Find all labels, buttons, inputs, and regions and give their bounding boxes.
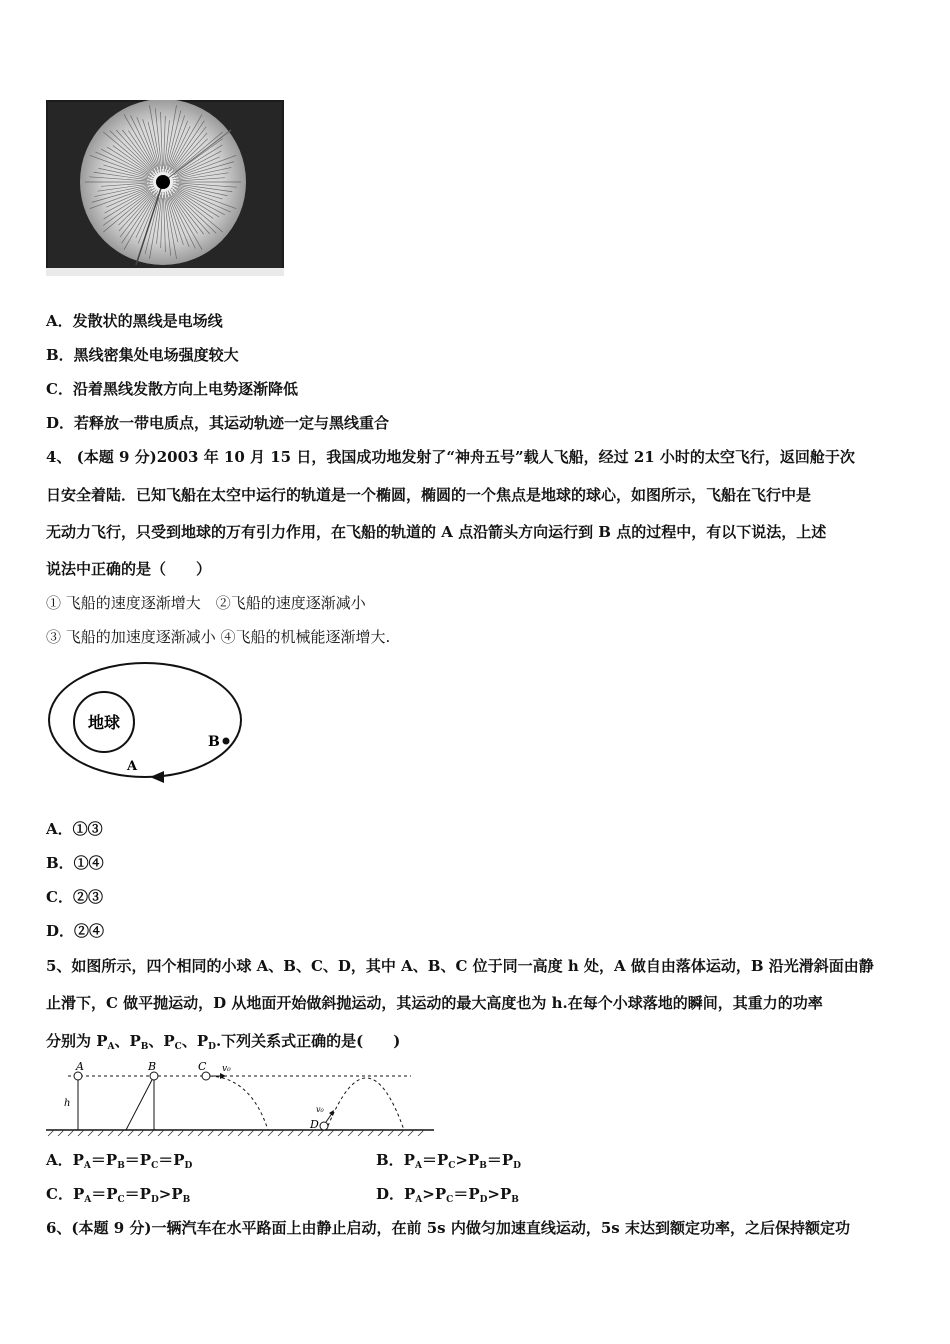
direction-arrow: [150, 771, 164, 783]
q5-stem-line-1: 5、如图所示，四个相同的小球 A、B、C、D，其中 A、B、C 位于同一高度 h 处，A 做自由落体运动，B 沿光滑斜面由静: [46, 957, 874, 975]
point-b-label: B: [208, 734, 220, 750]
q4-option-b[interactable]: B．①④: [46, 854, 104, 872]
svg-text:A: A: [76, 1060, 84, 1073]
point-b-dot: [223, 738, 230, 745]
svg-text:v₀: v₀: [222, 1064, 231, 1074]
q4-option-c[interactable]: C．②③: [46, 888, 103, 906]
svg-text:B: B: [148, 1060, 157, 1073]
earth-label: 地球: [87, 713, 121, 732]
q4-stem-line-2: 日安全着陆．已知飞船在太空中运行的轨道是一个椭圆，椭圆的一个焦点是地球的球心，如图所示，飞船在飞行中是: [46, 486, 812, 504]
q3-option-c[interactable]: C．沿着黑线发散方向上电势逐渐降低: [46, 380, 298, 398]
q3-option-d[interactable]: D．若释放一带电质点，其运动轨迹一定与黑线重合: [46, 414, 390, 432]
q4-statements-2: ③ 飞船的加速度逐渐减小 ④飞船的机械能逐渐增大.: [46, 628, 391, 646]
svg-text:C: C: [198, 1060, 207, 1073]
svg-text:h: h: [64, 1098, 71, 1109]
orbit-diagram: [46, 660, 246, 784]
q5-option-c[interactable]: C．$P_A=P_C=P_D>P_B$: [46, 1185, 191, 1205]
q4-statements-1: ① 飞船的速度逐渐增大 ②飞船的速度逐渐减小: [46, 594, 366, 612]
q3-option-b[interactable]: B．黑线密集处电场强度较大: [46, 346, 239, 364]
q5-option-a[interactable]: A．$P_A=P_B=P_C=P_D$: [46, 1151, 193, 1171]
q5-option-b[interactable]: B．$P_A=P_C>P_B=P_D$: [376, 1151, 521, 1171]
q4-stem-line-4: 说法中正确的是（ ）: [46, 560, 212, 578]
point-a-label: A: [127, 759, 138, 774]
q4-option-d[interactable]: D．②④: [46, 922, 105, 940]
q5-stem-line-2: 止滑下，C 做平抛运动，D 从地面开始做斜抛运动，其运动的最大高度也为 h.在每个小球落地的瞬间，其重力的功率: [46, 994, 823, 1012]
q4-option-a[interactable]: A．①③: [46, 820, 103, 838]
q4-stem-line-3: 无动力飞行，只受到地球的万有引力作用，在飞船的轨道的 A 点沿箭头方向运行到 B 点的过程中，有以下说法，上述: [46, 523, 827, 541]
svg-text:v₀: v₀: [316, 1105, 324, 1114]
q6-stem-line-1: 6、(本题 9 分)一辆汽车在水平路面上由静止启动，在前 5s 内做匀加速直线运动，5s 末达到额定功率，之后保持额定功: [46, 1219, 850, 1237]
q4-stem-line-1: 4、 (本题 9 分)2003 年 10 月 15 日，我国成功地发射了“神舟五号”载人飞船，经过 21 小时的太空飞行，返回舱于次: [46, 448, 855, 466]
electric-field-photo: [46, 100, 284, 276]
q3-option-a[interactable]: A．发散状的黑线是电场线: [46, 312, 223, 330]
projectile-diagram: [46, 1060, 436, 1140]
q5-stem-line-3: 分别为 $P_A$、$P_B$、$P_C$、$P_D$.下列关系式正确的是( ): [46, 1032, 401, 1052]
q5-option-d[interactable]: D．$P_A>P_C=P_D>P_B$: [376, 1185, 519, 1205]
svg-text:D: D: [310, 1118, 319, 1131]
